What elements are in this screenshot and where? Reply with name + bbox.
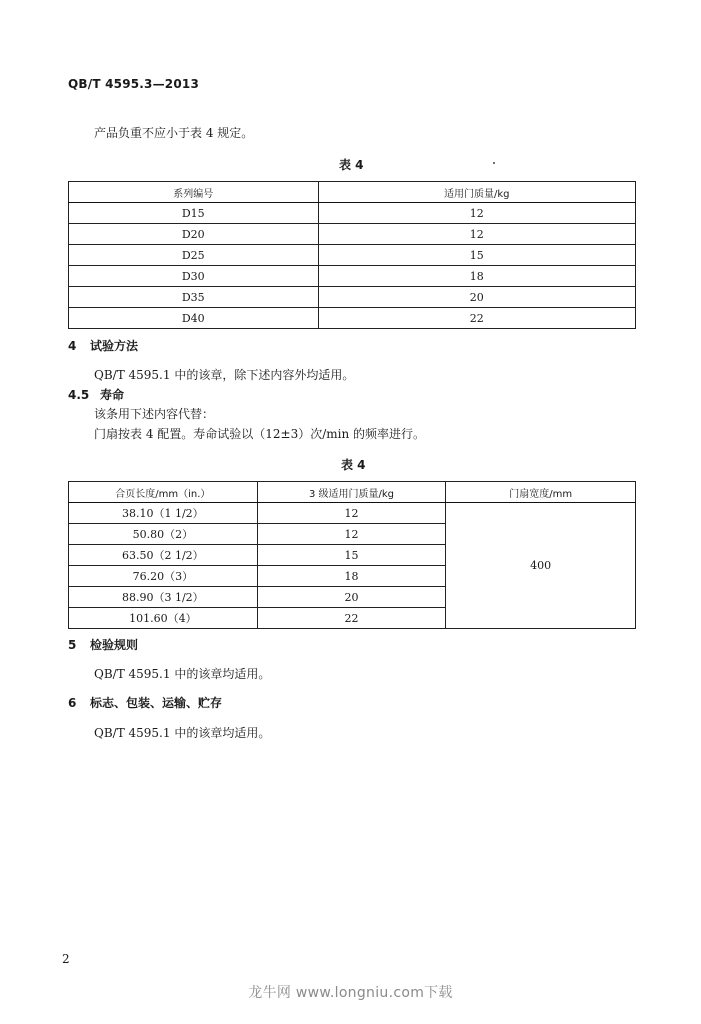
section-4-5-line2: 门扇按表 4 配置。寿命试验以（12±3）次/min 的频率进行。 <box>94 427 426 441</box>
table-a-cell: D25 <box>69 245 319 266</box>
table-b-cell: 88.90（3 1/2） <box>69 587 258 608</box>
table-a-header-mass: 适用门质量/kg <box>318 182 635 203</box>
table-row <box>69 224 636 245</box>
table-row <box>69 203 636 224</box>
section-5-title: 检验规则 <box>90 638 139 652</box>
section-5-heading <box>68 636 138 653</box>
table-b-merged-width-cell: 400 <box>446 503 636 629</box>
table-b-cell: 20 <box>257 587 446 608</box>
section-6-title: 标志、包装、运输、贮存 <box>90 696 223 710</box>
table-b-cell: 50.80（2） <box>69 524 258 545</box>
table-row <box>69 245 636 266</box>
table-a-cell: 18 <box>318 266 635 287</box>
section-4-5-line1: 该条用下述内容代替： <box>94 407 215 421</box>
table-b <box>68 481 636 629</box>
table-b-cell: 38.10（1 1/2） <box>69 503 258 524</box>
section-4-title: 试验方法 <box>90 339 139 353</box>
watermark-footer[interactable]: 龙牛网 www.longniu.com下载 <box>248 985 453 1001</box>
table-b-cell: 18 <box>257 566 446 587</box>
table-a-cell: 15 <box>318 245 635 266</box>
table-b-cell: 101.60（4） <box>69 608 258 629</box>
section-4-5-number: 4.5 <box>68 388 90 402</box>
table-a-cell: 20 <box>318 287 635 308</box>
section-4-5-title: 寿命 <box>100 388 125 402</box>
table-b-header-mass: 3 级适用门质量/kg <box>257 482 446 503</box>
table-a-cell: 22 <box>318 308 635 329</box>
table-a-caption: 表 4 <box>339 158 364 172</box>
intro-text: 产品负重不应小于表 4 规定。 <box>94 126 254 140</box>
table-row <box>69 503 636 524</box>
table-b-header-row <box>69 482 636 503</box>
table-a <box>68 181 636 329</box>
table-a-cell: D35 <box>69 287 319 308</box>
table-a-cell: 12 <box>318 224 635 245</box>
table-row <box>69 266 636 287</box>
section-4-text: QB/T 4595.1 中的该章，除下述内容外均适用。 <box>94 368 355 382</box>
section-6-heading <box>68 694 222 711</box>
table-b-cell: 76.20（3） <box>69 566 258 587</box>
table-b-cell: 63.50（2 1/2） <box>69 545 258 566</box>
table-a-cell: D40 <box>69 308 319 329</box>
section-5-number: 5 <box>68 638 77 652</box>
table-b-cell: 15 <box>257 545 446 566</box>
table-a-cell: D20 <box>69 224 319 245</box>
table-b-cell: 12 <box>257 503 446 524</box>
table-a-cell: D15 <box>69 203 319 224</box>
table-row <box>69 308 636 329</box>
section-4-heading <box>68 337 138 354</box>
table-a-header-series: 系列编号 <box>69 182 319 203</box>
table-b-header-length: 合页长度/mm（in.） <box>69 482 258 503</box>
section-5-text: QB/T 4595.1 中的该章均适用。 <box>94 667 271 681</box>
section-6-number: 6 <box>68 696 77 710</box>
table-row <box>69 287 636 308</box>
standard-code: QB/T 4595.3—2013 <box>68 77 199 91</box>
page-number: 2 <box>62 952 70 966</box>
table-b-cell: 12 <box>257 524 446 545</box>
section-4-5-heading <box>68 386 124 403</box>
scan-speck <box>493 162 495 164</box>
table-b-caption: 表 4 <box>341 458 366 472</box>
table-a-cell: D30 <box>69 266 319 287</box>
table-b-cell: 22 <box>257 608 446 629</box>
section-6-text: QB/T 4595.1 中的该章均适用。 <box>94 726 271 740</box>
section-4-number: 4 <box>68 339 77 353</box>
table-b-header-width: 门扇宽度/mm <box>446 482 636 503</box>
table-a-header-row <box>69 182 636 203</box>
table-a-cell: 12 <box>318 203 635 224</box>
